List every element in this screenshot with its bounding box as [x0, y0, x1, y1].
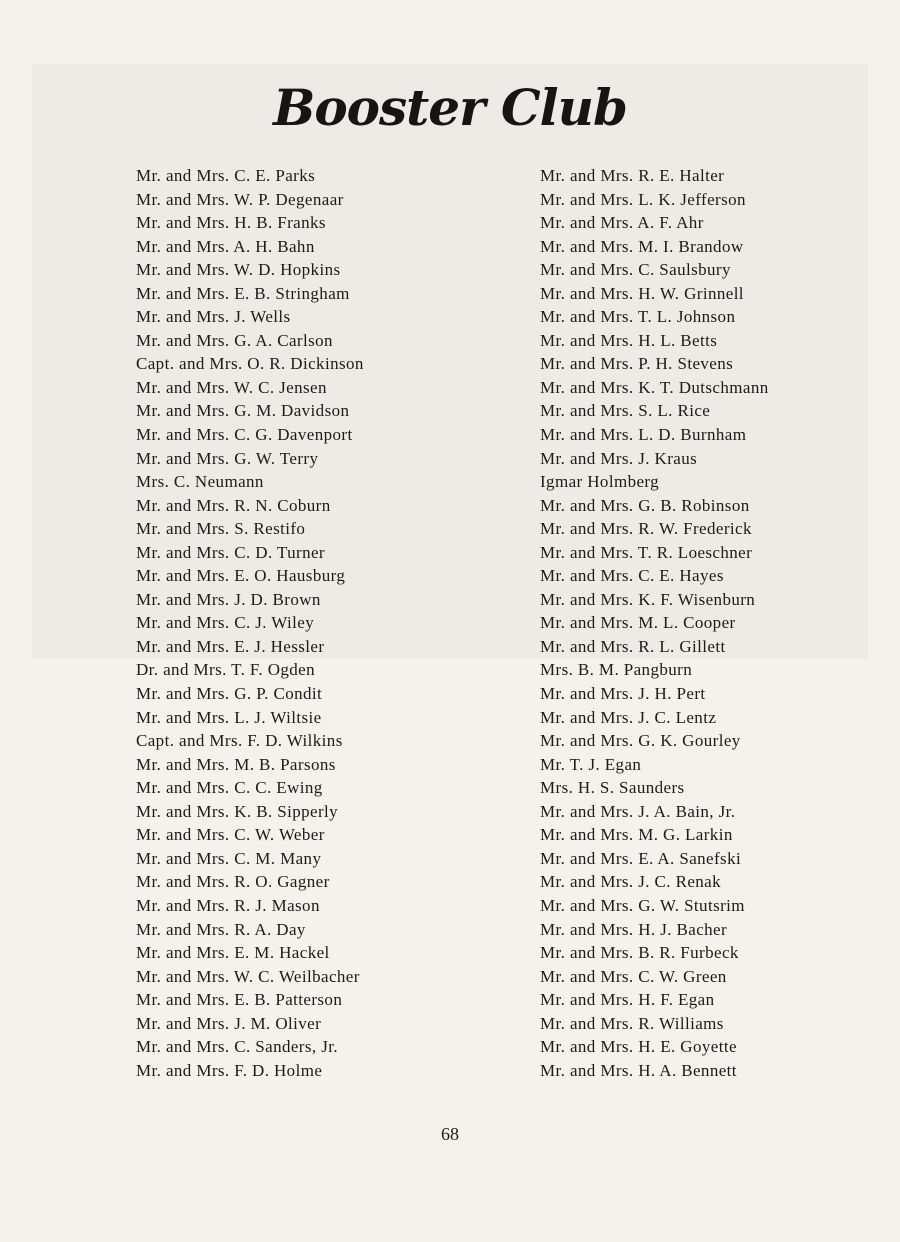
member-name: Mr. and Mrs. H. L. Betts — [540, 330, 718, 350]
member-name: Mr. and Mrs. C. E. Hayes — [540, 566, 724, 586]
member-name: Capt. and Mrs. O. R. Dickinson — [136, 354, 364, 374]
member-name: Mr. and Mrs. K. B. Sipperly — [136, 801, 339, 821]
member-name: Capt. and Mrs. F. D. Wilkins — [136, 731, 343, 751]
member-name: Mr. and Mrs. B. R. Furbeck — [540, 943, 739, 963]
member-name: Mr. and Mrs. J. M. Oliver — [136, 1013, 322, 1033]
member-name: Igmar Holmberg — [540, 472, 660, 492]
member-name: Mrs. C. Neumann — [136, 472, 264, 492]
member-name: Mr. and Mrs. J. Wells — [136, 307, 291, 327]
member-name: Mr. and Mrs. L. J. Wiltsie — [136, 707, 322, 727]
member-name: Mr. and Mrs. E. A. Sanefski — [540, 848, 742, 868]
page-number: 68 — [441, 1124, 459, 1144]
member-name: Mr. and Mrs. C. J. Wiley — [136, 613, 315, 633]
member-name: Mr. and Mrs. R. O. Gagner — [136, 872, 330, 892]
member-name: Mr. and Mrs. G. W. Terry — [136, 448, 319, 468]
member-name: Mr. and Mrs. C. M. Many — [136, 848, 322, 868]
member-name: Mr. and Mrs. C. G. Davenport — [136, 425, 353, 445]
member-name: Mr. and Mrs. R. Williams — [540, 1013, 724, 1033]
member-name: Mr. and Mrs. G. M. Davidson — [136, 401, 350, 421]
member-name: Mr. and Mrs. J. C. Renak — [540, 872, 722, 892]
member-name: Mr. and Mrs. W. C. Jensen — [136, 377, 327, 397]
member-name: Mr. and Mrs. R. J. Mason — [136, 895, 320, 915]
member-name: Mr. and Mrs. G. B. Robinson — [540, 495, 750, 515]
member-name: Mr. and Mrs. C. C. Ewing — [136, 778, 323, 798]
member-name: Mr. and Mrs. R. W. Frederick — [540, 519, 752, 539]
member-name: Mr. and Mrs. E. J. Hessler — [136, 636, 325, 656]
member-name: Mr. and Mrs. W. C. Weilbacher — [136, 966, 360, 986]
member-name: Mr. and Mrs. T. L. Johnson — [540, 307, 736, 327]
member-name: Mr. and Mrs. J. C. Lentz — [540, 707, 717, 727]
member-name: Mr. and Mrs. G. W. Stutsrim — [540, 895, 745, 915]
member-name: Mr. and Mrs. C. W. Green — [540, 966, 727, 986]
member-name: Mr. and Mrs. P. H. Stevens — [540, 354, 734, 374]
right-name-column — [540, 164, 769, 1082]
member-name: Mr. and Mrs. R. E. Halter — [540, 166, 725, 185]
member-name: Mr. and Mrs. H. E. Goyette — [540, 1037, 737, 1057]
member-name: Mr. and Mrs. R. A. Day — [136, 919, 306, 939]
member-name: Mr. and Mrs. G. K. Gourley — [540, 731, 741, 751]
member-name: Mrs. B. M. Pangburn — [540, 660, 693, 680]
member-name: Mr. and Mrs. M. G. Larkin — [540, 825, 733, 845]
member-name: Mr. and Mrs. M. B. Parsons — [136, 754, 336, 774]
member-name: Mr. and Mrs. E. O. Hausburg — [136, 566, 346, 586]
member-name: Mr. and Mrs. E. B. Stringham — [136, 283, 350, 303]
member-name: Mr. T. J. Egan — [540, 754, 642, 774]
member-name: Mr. and Mrs. H. W. Grinnell — [540, 283, 744, 303]
member-name: Mr. and Mrs. C. W. Weber — [136, 825, 325, 845]
member-name: Mr. and Mrs. S. L. Rice — [540, 401, 711, 421]
member-name: Mr. and Mrs. G. P. Condit — [136, 684, 323, 704]
member-name: Mr. and Mrs. R. L. Gillett — [540, 636, 726, 656]
member-name: Mr. and Mrs. A. F. Ahr — [540, 213, 704, 233]
member-name: Mr. and Mrs. K. F. Wisenburn — [540, 589, 756, 609]
member-name: Mr. and Mrs. E. M. Hackel — [136, 943, 330, 963]
member-name: Mr. and Mrs. S. Restifo — [136, 519, 306, 539]
member-name: Mr. and Mrs. L. D. Burnham — [540, 425, 747, 445]
left-name-column — [136, 164, 364, 1082]
member-name: Mr. and Mrs. K. T. Dutschmann — [540, 377, 769, 397]
member-name: Mr. and Mrs. W. D. Hopkins — [136, 260, 341, 280]
member-name: Mr. and Mrs. C. E. Parks — [136, 166, 316, 185]
page-title: Booster Club — [273, 78, 627, 137]
member-name: Mr. and Mrs. R. N. Coburn — [136, 495, 331, 515]
member-name: Mr. and Mrs. F. D. Holme — [136, 1060, 323, 1080]
member-name: Mr. and Mrs. E. B. Patterson — [136, 990, 343, 1010]
member-name: Mr. and Mrs. M. L. Cooper — [540, 613, 736, 633]
member-name: Mr. and Mrs. H. J. Bacher — [540, 919, 728, 939]
member-name: Mr. and Mrs. C. D. Turner — [136, 542, 325, 562]
member-name: Mr. and Mrs. J. D. Brown — [136, 589, 321, 609]
member-name: Mr. and Mrs. W. P. Degenaar — [136, 189, 344, 209]
member-name: Mr. and Mrs. T. R. Loeschner — [540, 542, 753, 562]
member-name: Mr. and Mrs. A. H. Bahn — [136, 236, 315, 256]
member-name: Mr. and Mrs. J. Kraus — [540, 448, 698, 468]
member-name: Mrs. H. S. Saunders — [540, 778, 685, 798]
member-name: Mr. and Mrs. C. Saulsbury — [540, 260, 731, 280]
member-name: Mr. and Mrs. H. B. Franks — [136, 213, 326, 233]
member-name: Mr. and Mrs. L. K. Jefferson — [540, 189, 746, 209]
member-name: Mr. and Mrs. M. I. Brandow — [540, 236, 744, 256]
member-name: Mr. and Mrs. H. F. Egan — [540, 990, 715, 1010]
member-name: Mr. and Mrs. G. A. Carlson — [136, 330, 333, 350]
member-name: Mr. and Mrs. J. A. Bain, Jr. — [540, 801, 736, 821]
member-name: Mr. and Mrs. J. H. Pert — [540, 684, 706, 704]
member-name: Mr. and Mrs. H. A. Bennett — [540, 1060, 737, 1080]
member-name: Dr. and Mrs. T. F. Ogden — [136, 660, 316, 680]
member-name: Mr. and Mrs. C. Sanders, Jr. — [136, 1037, 338, 1057]
